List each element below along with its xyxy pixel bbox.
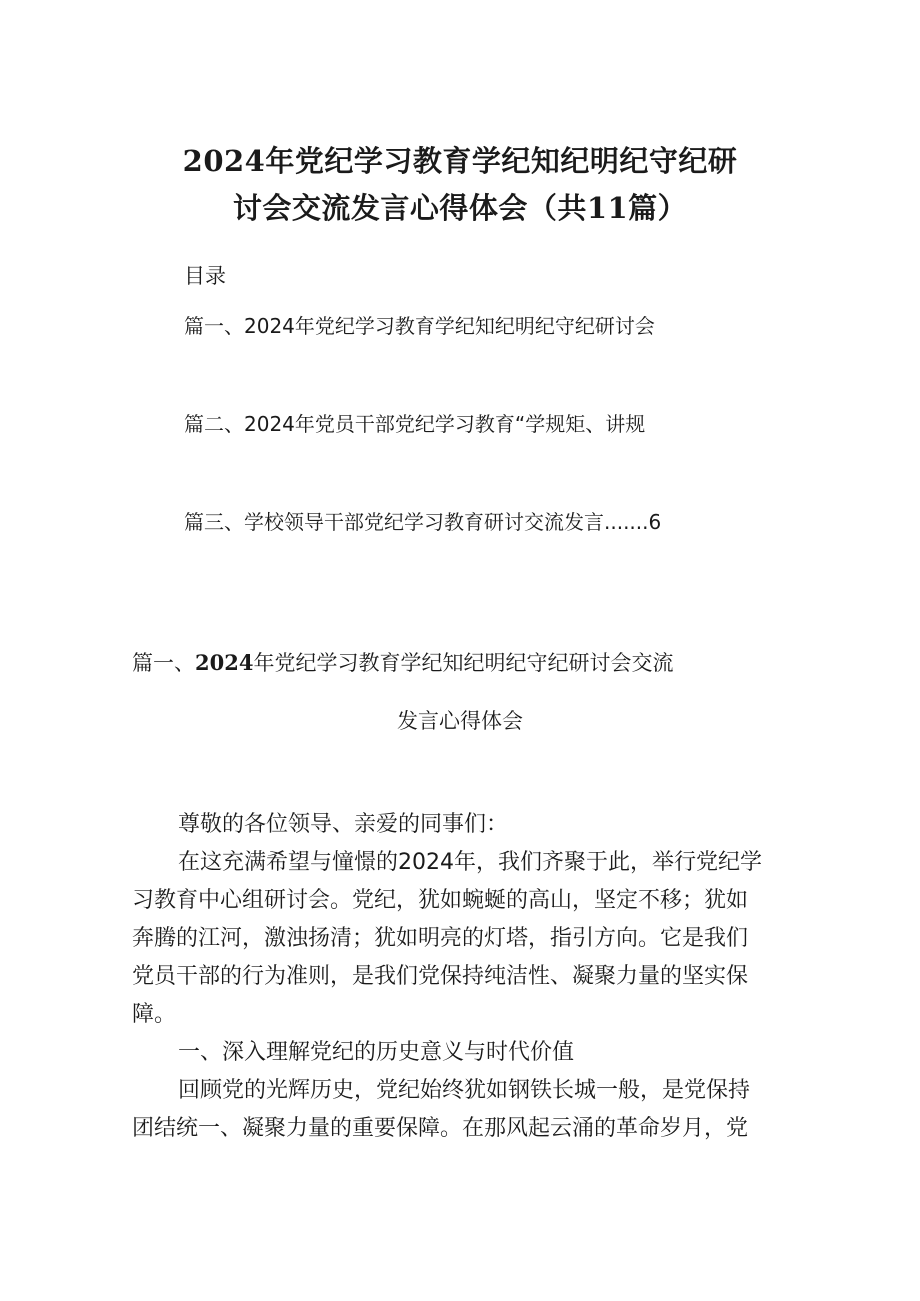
section-heading-line-2: 发言心得体会 xyxy=(397,709,523,733)
section-heading-prefix: 篇一、 xyxy=(132,651,195,675)
paragraph-line: 团结统一、凝聚力量的重要保障。在那风起云涌的革命岁月，党 xyxy=(132,1116,749,1141)
section-heading xyxy=(132,648,673,678)
subheading: 一、深入理解党纪的历史意义与时代价值 xyxy=(178,1040,575,1065)
paragraph-line: 奔腾的江河，激浊扬清；犹如明亮的灯塔，指引方向。它是我们 xyxy=(132,926,749,951)
toc-item-2[interactable]: 篇二、2024年党员干部党纪学习教育“学规矩、讲规 xyxy=(184,412,646,436)
paragraph-line: 党员干部的行为准则，是我们党保持纯洁性、凝聚力量的坚实保 xyxy=(132,964,749,989)
greeting: 尊敬的各位领导、亲爱的同事们： xyxy=(178,812,509,837)
toc-item-1[interactable]: 篇一、2024年党纪学习教育学纪知纪明纪守纪研讨会 xyxy=(184,314,655,338)
paragraph-line: 习教育中心组研讨会。党纪，犹如蜿蜒的高山，坚定不移；犹如 xyxy=(132,888,749,913)
title-line-1: 2024年党纪学习教育学纪知纪明纪守纪研 xyxy=(182,144,738,178)
section-heading-rest: 年党纪学习教育学纪知纪明纪守纪研讨会交流 xyxy=(253,651,674,675)
paragraph-line: 障。 xyxy=(132,1002,177,1027)
paragraph-line: 回顾党的光辉历史，党纪始终犹如钢铁长城一般，是党保持 xyxy=(178,1078,751,1103)
body-text xyxy=(132,806,792,1148)
toc-item-3[interactable]: 篇三、学校领导干部党纪学习教育研讨交流发言.......6 xyxy=(184,510,662,534)
title-line-2: 讨会交流发言心得体会（共11篇） xyxy=(232,191,688,225)
document-title xyxy=(0,138,920,232)
toc-label: 目录 xyxy=(184,264,226,288)
paragraph-line: 在这充满希望与憧憬的2024年，我们齐聚于此，举行党纪学 xyxy=(178,850,762,875)
section-heading-year: 2024 xyxy=(195,650,254,675)
